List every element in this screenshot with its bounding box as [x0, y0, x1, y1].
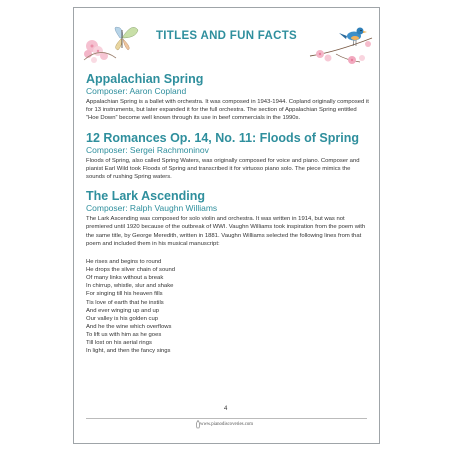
- page-number: 4: [224, 406, 228, 412]
- poem-line: And he the wine which overflows: [86, 323, 172, 330]
- section-floods-of-spring: [86, 131, 369, 182]
- poem-line: Tis love of earth that he instils: [86, 299, 164, 306]
- section-title: The Lark Ascending: [86, 189, 206, 204]
- poem-line: Our valley is his golden cup: [86, 315, 159, 322]
- bluebird-and-cherry-blossom-icon: [306, 16, 376, 66]
- poem-line: And ever winging up and up: [86, 307, 160, 314]
- composer-name: Composer: Sergei Rachmoninov: [86, 144, 209, 155]
- section-lark-ascending: [86, 189, 369, 355]
- composer-name: Composer: Aaron Copland: [86, 86, 187, 96]
- section-text: Appalachian Spring is a ballet with orchestra. It was composed in 1943-1944. Copland originally composed it for 13 instruments, but later expanded it for the full orchestra. The section of Appalachian Spring entitled “Hoe Down” become well known through its use in beef commercials in the 1990s.: [86, 99, 369, 122]
- page-title: TITLES AND FUN FACTS: [155, 30, 297, 42]
- poem-line: In light, and then the fancy sings: [86, 348, 171, 355]
- composer-name: Composer: Ralph Vaughn Williams: [86, 203, 218, 214]
- footer: [86, 418, 367, 431]
- section-text: Floods of Spring, also called Spring Waters, was originally composed for voice and piano. Composer and pianist Earl Wild took Floods of Spring and transcribed it for virtuoso piano solo. The piece mimics the sounds of rushing Spring waters.: [86, 157, 360, 181]
- poem-line: For singing till his heaven fills: [86, 291, 163, 298]
- section-text: The Lark Ascending was composed for solo violin and orchestra. It was written in 1914, but was not premiered until 1920 because of the outbreak of WWI. Vaughn Williams took inspiration from the poem with the same title, by George Meredith, written in 1881. Vaughn Williams selected the following lines from that poem and included them in his musical manuscript:: [86, 216, 366, 247]
- content: [86, 72, 369, 363]
- page: [73, 7, 380, 444]
- section-title: 12 Romances Op. 14, No. 11: Floods of Spring: [86, 130, 359, 145]
- poem-line: In chirrup, whistle, slur and shake: [86, 283, 174, 290]
- poem: [86, 258, 369, 355]
- poem-line: Till lost on his aerial rings: [86, 339, 152, 346]
- footer-url[interactable]: www.pianodiscoveries.com: [200, 422, 253, 427]
- poem-line: Of many links without a break: [86, 275, 164, 282]
- poem-line: To lift us with him as he goes: [86, 331, 162, 338]
- poem-line: He rises and begins to round: [86, 259, 162, 266]
- section-title: Appalachian Spring: [86, 72, 204, 86]
- section-appalachian-spring: [86, 72, 369, 123]
- poem-line: He drops the silver chain of sound: [86, 267, 176, 274]
